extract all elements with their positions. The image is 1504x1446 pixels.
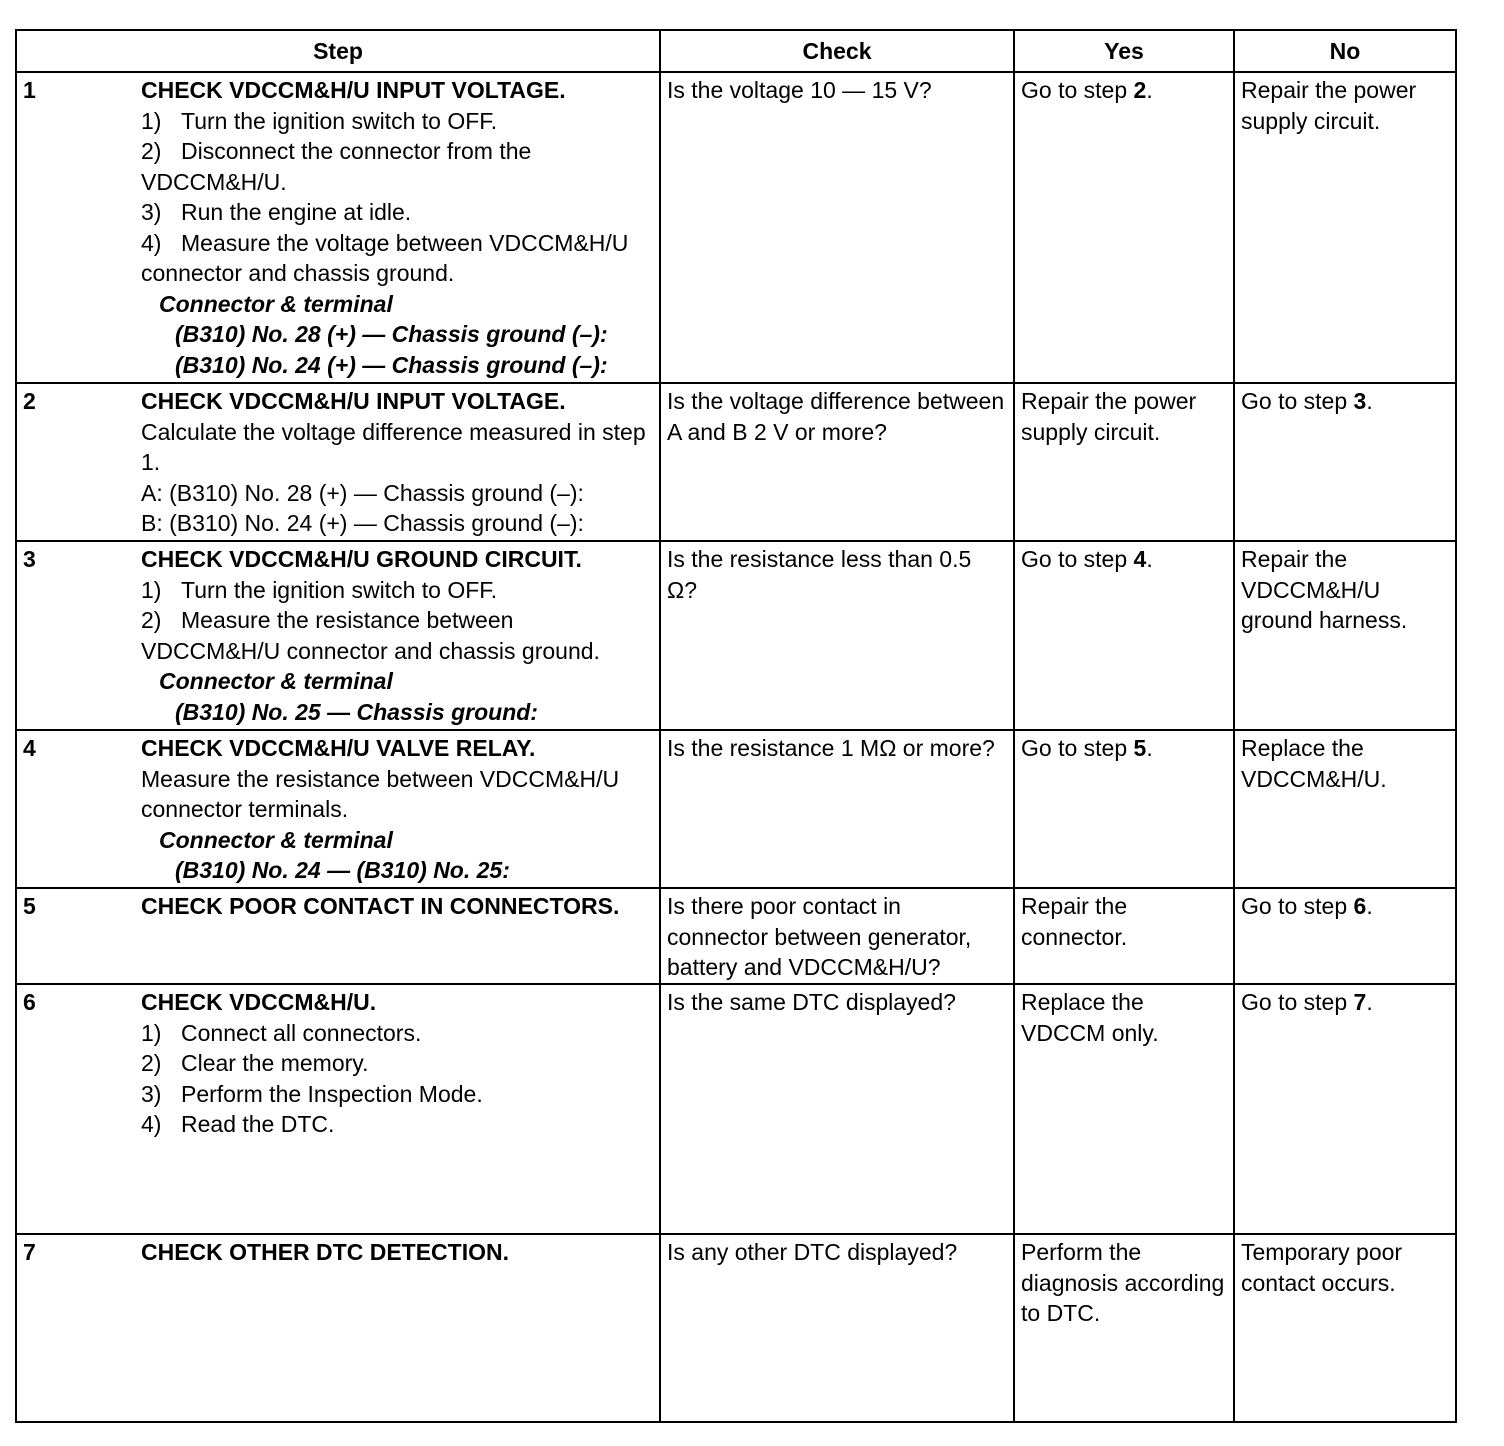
step-item: 1) Connect all connectors. bbox=[141, 1019, 422, 1046]
step-number: 2 bbox=[23, 388, 36, 414]
step-item: 2) Measure the resistance between VDCCM&H/U connector and chassis ground. bbox=[141, 607, 600, 664]
check-cell: Is the same DTC displayed? bbox=[660, 984, 1014, 1234]
step-number: 7 bbox=[23, 1239, 36, 1265]
check-cell: Is any other DTC displayed? bbox=[660, 1234, 1014, 1422]
yes-cell: Repair the connector. bbox=[1014, 888, 1234, 984]
no-cell: Go to step 7. bbox=[1234, 984, 1456, 1234]
step-item: 4) Read the DTC. bbox=[141, 1111, 335, 1137]
step-text: B: (B310) No. 24 (+) — Chassis ground (–): bbox=[141, 510, 584, 536]
header-check: Check bbox=[660, 30, 1014, 72]
step-item: 1) Turn the ignition switch to OFF. bbox=[141, 576, 498, 603]
table-row bbox=[16, 541, 1456, 730]
step-title: CHECK POOR CONTACT IN CONNECTORS. bbox=[141, 893, 620, 919]
header-no: No bbox=[1234, 30, 1456, 72]
step-cell bbox=[16, 72, 660, 383]
step-item: 4) Measure the voltage between VDCCM&H/U connector and chassis ground. bbox=[141, 229, 629, 286]
no-cell: Repair the VDCCM&H/U ground harness. bbox=[1234, 541, 1456, 730]
yes-cell: Perform the diagnosis according to DTC. bbox=[1014, 1234, 1234, 1422]
diagnostic-table bbox=[15, 29, 1457, 1423]
yes-cell: Go to step 5. bbox=[1014, 730, 1234, 888]
no-cell: Replace the VDCCM&H/U. bbox=[1234, 730, 1456, 888]
connector-label: Connector & terminal bbox=[159, 290, 393, 317]
step-item: 2) Disconnect the connector from the VDCCM&H/U. bbox=[141, 138, 532, 195]
step-number: 4 bbox=[23, 735, 36, 761]
header-row bbox=[16, 30, 1456, 72]
step-number: 6 bbox=[23, 989, 36, 1015]
no-cell: Go to step 6. bbox=[1234, 888, 1456, 984]
step-item: 1) Turn the ignition switch to OFF. bbox=[141, 107, 498, 134]
terminal-spec: (B310) No. 28 (+) — Chassis ground (–): bbox=[175, 321, 608, 347]
step-title: CHECK VDCCM&H/U GROUND CIRCUIT. bbox=[141, 546, 582, 572]
header-yes: Yes bbox=[1014, 30, 1234, 72]
check-cell: Is the resistance less than 0.5 Ω? bbox=[660, 541, 1014, 730]
step-text: Measure the resistance between VDCCM&H/U connector terminals. bbox=[141, 765, 620, 822]
check-cell: Is the voltage difference between A and B 2 V or more? bbox=[660, 383, 1014, 541]
step-title: CHECK VDCCM&H/U. bbox=[141, 989, 377, 1015]
step-cell bbox=[16, 541, 660, 730]
connector-label: Connector & terminal bbox=[159, 668, 393, 694]
step-title: CHECK VDCCM&H/U INPUT VOLTAGE. bbox=[141, 388, 566, 414]
step-cell bbox=[16, 1234, 660, 1422]
no-cell: Temporary poor contact occurs. bbox=[1234, 1234, 1456, 1422]
step-cell bbox=[16, 888, 660, 984]
step-cell bbox=[16, 383, 660, 541]
step-number: 3 bbox=[23, 546, 36, 572]
step-cell bbox=[16, 984, 660, 1234]
step-number: 5 bbox=[23, 893, 36, 919]
step-text: Calculate the voltage difference measured in step 1. bbox=[141, 418, 646, 475]
terminal-spec: (B310) No. 24 (+) — Chassis ground (–): bbox=[175, 351, 608, 378]
table-row bbox=[16, 730, 1456, 888]
step-title: CHECK OTHER DTC DETECTION. bbox=[141, 1239, 509, 1265]
check-cell: Is the voltage 10 — 15 V? bbox=[660, 72, 1014, 383]
step-title: CHECK VDCCM&H/U INPUT VOLTAGE. bbox=[141, 77, 566, 103]
no-cell: Go to step 3. bbox=[1234, 383, 1456, 541]
no-cell: Repair the power supply circuit. bbox=[1234, 72, 1456, 383]
connector-label: Connector & terminal bbox=[159, 826, 393, 853]
table-row bbox=[16, 1234, 1456, 1422]
yes-cell: Go to step 4. bbox=[1014, 541, 1234, 730]
step-item: 3) Perform the Inspection Mode. bbox=[141, 1080, 483, 1107]
check-cell: Is there poor contact in connector between generator, battery and VDCCM&H/U? bbox=[660, 888, 1014, 984]
yes-cell: Replace the VDCCM only. bbox=[1014, 984, 1234, 1234]
step-number: 1 bbox=[23, 77, 36, 103]
step-title: CHECK VDCCM&H/U VALVE RELAY. bbox=[141, 735, 536, 761]
header-step: Step bbox=[16, 30, 660, 72]
yes-cell: Go to step 2. bbox=[1014, 72, 1234, 383]
step-text: A: (B310) No. 28 (+) — Chassis ground (–): bbox=[141, 479, 584, 506]
table-row bbox=[16, 888, 1456, 984]
step-item: 2) Clear the memory. bbox=[141, 1050, 369, 1076]
step-item: 3) Run the engine at idle. bbox=[141, 199, 412, 225]
terminal-spec: (B310) No. 24 — (B310) No. 25: bbox=[175, 857, 510, 883]
yes-cell: Repair the power supply circuit. bbox=[1014, 383, 1234, 541]
terminal-spec: (B310) No. 25 — Chassis ground: bbox=[175, 698, 538, 725]
check-cell: Is the resistance 1 MΩ or more? bbox=[660, 730, 1014, 888]
table-row bbox=[16, 72, 1456, 383]
table-row bbox=[16, 984, 1456, 1234]
table-row bbox=[16, 383, 1456, 541]
step-cell bbox=[16, 730, 660, 888]
